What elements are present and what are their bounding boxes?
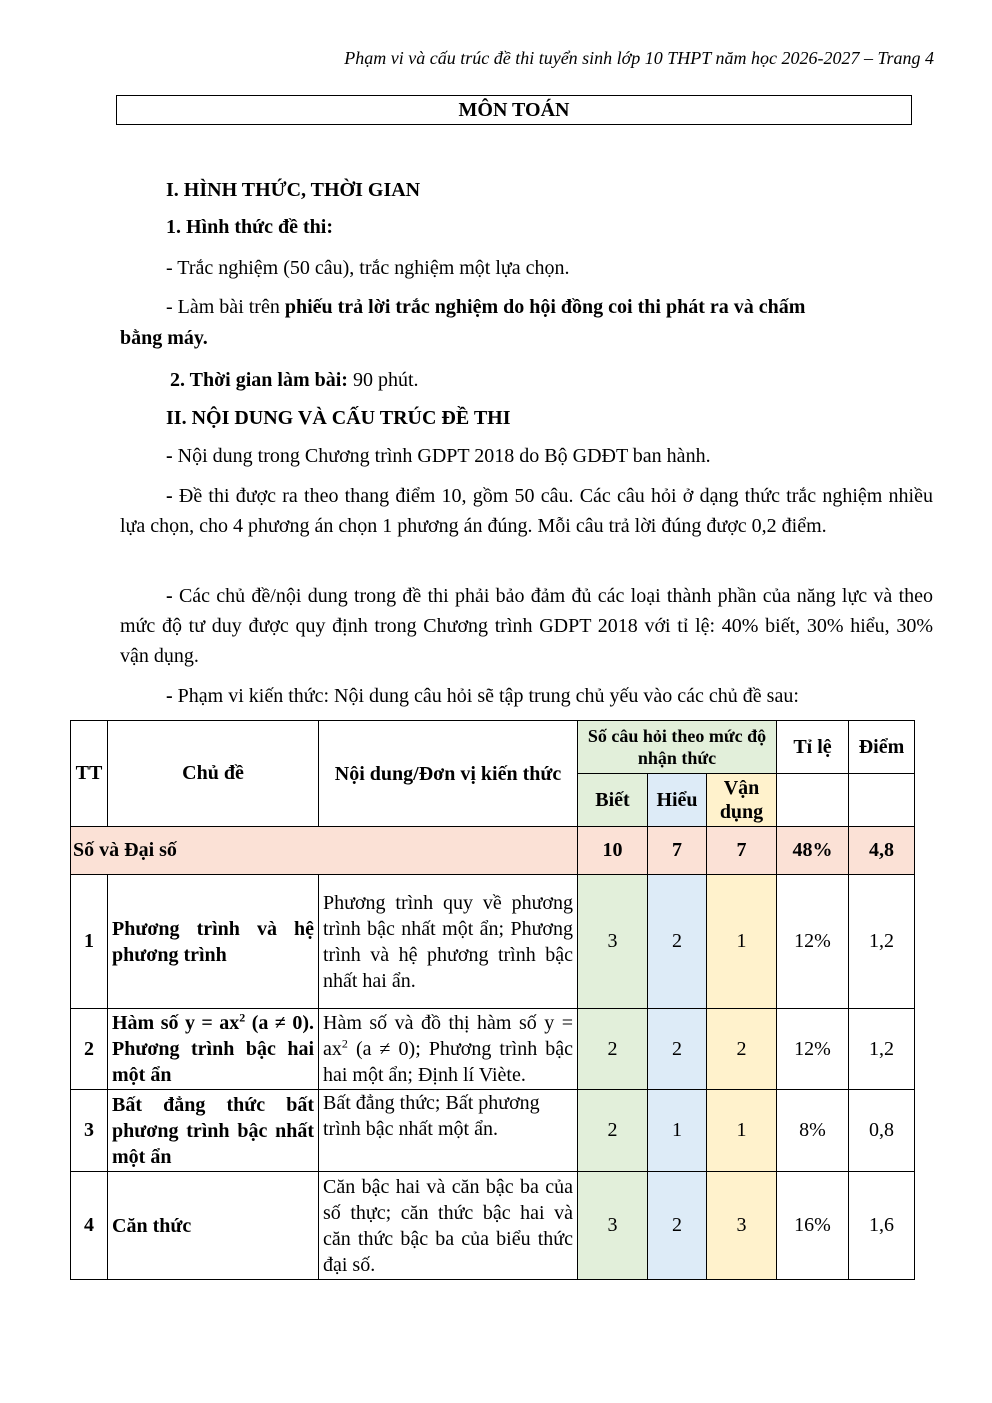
section-2-heading: II. NỘI DUNG VÀ CẤU TRÚC ĐỀ THI — [166, 407, 511, 429]
table-row — [71, 1009, 915, 1090]
row-unit: Căn bậc hai và căn bậc ba của số thực; căn thức bậc hai và căn thức bậc ba của biểu thức đại số. — [319, 1172, 578, 1280]
dash-1: - — [166, 445, 178, 467]
row-ratio: 16% — [777, 1172, 849, 1280]
section-2-para-3 — [120, 581, 933, 671]
para-1-text: Nội dung trong Chương trình GDPT 2018 do Bộ GDĐT ban hành. — [177, 445, 711, 467]
header-unit: Nội dung/Đơn vị kiến thức — [319, 721, 578, 827]
table-row — [71, 1090, 915, 1172]
header-levels: Số câu hỏi theo mức độ nhận thức — [578, 721, 777, 774]
header-apply: Vận dụng — [707, 774, 777, 827]
row-unit — [319, 1009, 578, 1090]
row-score: 1,2 — [849, 875, 915, 1009]
dash-4: - — [166, 685, 178, 707]
unit-part-a: Hàm số và đồ thị hàm số y = ax — [323, 1012, 573, 1060]
row-apply: 3 — [707, 1172, 777, 1280]
para-2-text: Đề thi được ra theo thang điểm 10, gồm 50 câu. Các câu hỏi ở dạng thức trắc nghiệm nhiều lựa chọn, cho 4 phương án chọn 1 phương án đúng. Mỗi câu trả lời đúng được 0,2 điểm. — [120, 485, 933, 537]
row-ratio: 12% — [777, 1009, 849, 1090]
row-know: 2 — [578, 1009, 648, 1090]
unit-sup: 2 — [341, 1036, 348, 1051]
row-score: 1,2 — [849, 1009, 915, 1090]
table-header-row-1 — [71, 721, 915, 774]
row-tt: 4 — [71, 1172, 108, 1280]
table-row — [71, 1172, 915, 1280]
row-understand: 2 — [648, 875, 707, 1009]
header-ratio-blank — [777, 774, 849, 827]
row-tt: 2 — [71, 1009, 108, 1090]
topic-part-a: Hàm số y = ax — [112, 1012, 240, 1034]
table-row — [71, 875, 915, 1009]
row-understand: 2 — [648, 1172, 707, 1280]
row-topic: Phương trình và hệ phương trình — [108, 875, 319, 1009]
row-understand: 2 — [648, 1009, 707, 1090]
item-1-line-2-prefix: - Làm bài trên — [166, 296, 285, 318]
group-ratio: 48% — [777, 827, 849, 875]
row-understand: 1 — [648, 1090, 707, 1172]
header-know: Biết — [578, 774, 648, 827]
item-2-value: 90 phút. — [347, 369, 419, 391]
item-1-line-1: - Trắc nghiệm (50 câu), trắc nghiệm một lựa chọn. — [166, 257, 570, 279]
header-topic: Chủ đề — [108, 721, 319, 827]
topic-part-b: (a ≠ 0). Phương trình bậc hai một ẩn — [112, 1012, 314, 1086]
header-tt: TT — [71, 721, 108, 827]
row-ratio: 8% — [777, 1090, 849, 1172]
row-apply: 2 — [707, 1009, 777, 1090]
header-score: Điểm — [849, 721, 915, 774]
item-1-line-2-cont: bằng máy. — [120, 327, 208, 349]
page-header: Phạm vi và cấu trúc đề thi tuyển sinh lớp 10 THPT năm học 2026-2027 – Trang 4 — [344, 48, 934, 68]
item-2-heading: 2. Thời gian làm bài: — [170, 369, 348, 391]
subject-title: MÔN TOÁN — [116, 95, 912, 125]
group-row — [71, 827, 915, 875]
row-tt: 1 — [71, 875, 108, 1009]
row-ratio: 12% — [777, 875, 849, 1009]
row-apply: 1 — [707, 1090, 777, 1172]
section-2-para-4 — [166, 681, 799, 711]
header-understand: Hiểu — [648, 774, 707, 827]
para-3-text: Các chủ đề/nội dung trong đề thi phải bảo đảm đủ các loại thành phần của năng lực và theo mức độ tư duy được quy định trong Chương trình GDPT 2018 với tỉ lệ: 40% biết, 30% hiểu, 30% vận dụng. — [120, 585, 933, 667]
dash-3: - — [166, 585, 179, 607]
group-score: 4,8 — [849, 827, 915, 875]
group-name: Số và Đại số — [71, 827, 578, 875]
para-4-text: Phạm vi kiến thức: Nội dung câu hỏi sẽ tập trung chủ yếu vào các chủ đề sau: — [177, 685, 799, 707]
topic-table — [70, 720, 915, 1280]
group-know: 10 — [578, 827, 648, 875]
row-tt: 3 — [71, 1090, 108, 1172]
group-apply: 7 — [707, 827, 777, 875]
item-2-line — [170, 365, 419, 395]
topic-sup: 2 — [239, 1010, 246, 1025]
row-unit: Bất đẳng thức; Bất phương trình bậc nhất một ẩn. — [319, 1090, 578, 1172]
header-ratio: Tỉ lệ — [777, 721, 849, 774]
header-score-blank — [849, 774, 915, 827]
row-topic — [108, 1009, 319, 1090]
section-2-para-1 — [166, 441, 711, 471]
row-score: 1,6 — [849, 1172, 915, 1280]
item-1-line-2-bold: phiếu trả lời trắc nghiệm do hội đồng coi thi phát ra và chấm — [284, 296, 806, 318]
row-unit: Phương trình quy về phương trình bậc nhất một ẩn; Phương trình và hệ phương trình bậc nhất hai ẩn. — [319, 875, 578, 1009]
section-1-heading: I. HÌNH THỨC, THỜI GIAN — [166, 179, 421, 201]
row-know: 3 — [578, 1172, 648, 1280]
item-1-heading: 1. Hình thức đề thi: — [166, 216, 334, 238]
section-2-para-2 — [120, 481, 933, 541]
group-understand: 7 — [648, 827, 707, 875]
row-know: 3 — [578, 875, 648, 1009]
row-apply: 1 — [707, 875, 777, 1009]
item-1-line-2 — [166, 292, 926, 322]
dash-2: - — [166, 485, 179, 507]
row-know: 2 — [578, 1090, 648, 1172]
row-topic: Căn thức — [108, 1172, 319, 1280]
unit-part-b: (a ≠ 0); Phương trình bậc hai một ẩn; Định lí Viète. — [323, 1038, 573, 1086]
row-score: 0,8 — [849, 1090, 915, 1172]
row-topic: Bất đẳng thức bất phương trình bậc nhất một ẩn — [108, 1090, 319, 1172]
